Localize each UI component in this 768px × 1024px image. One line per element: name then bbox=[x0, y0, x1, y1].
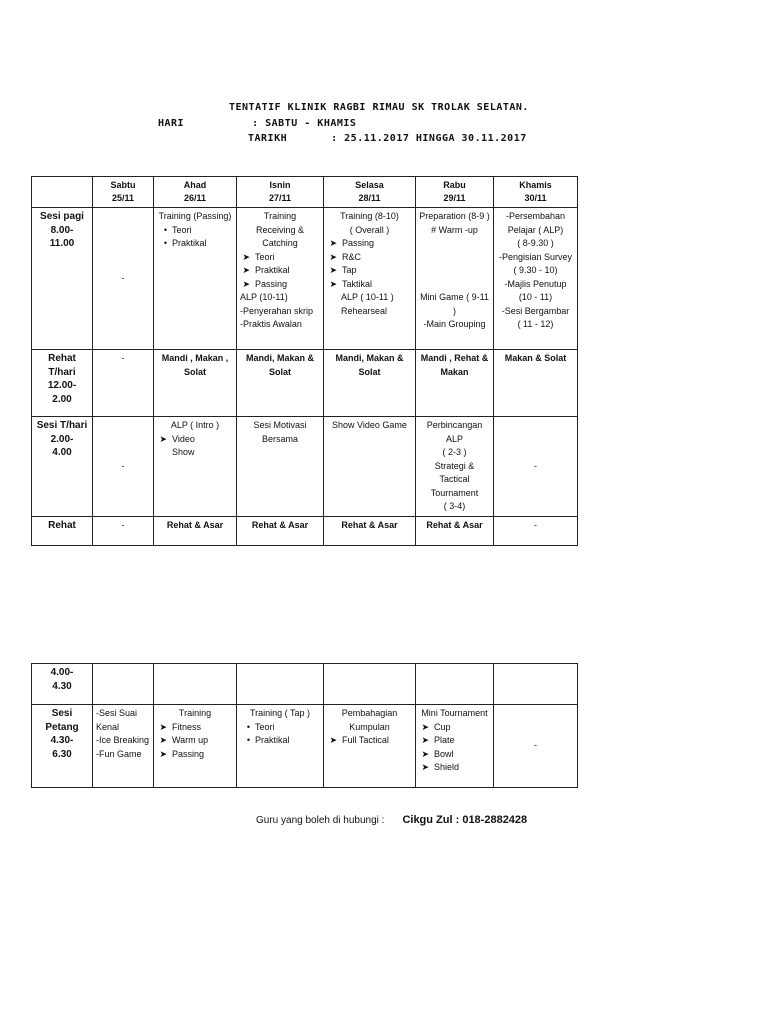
cell-khamis-sesi-th: - bbox=[494, 417, 578, 517]
table-row bbox=[32, 705, 578, 788]
cell-selasa-rehat-th: Mandi, Makan & Solat bbox=[324, 350, 416, 417]
list-item: ➤ Shield bbox=[419, 761, 490, 775]
row-label-rehat-tengahari: Rehat T/hari 12.00- 2.00 bbox=[32, 350, 93, 417]
list-item: ➤ Passing bbox=[240, 278, 320, 292]
arrow-bullet-icon: ➤ bbox=[421, 762, 429, 772]
arrow-bullet-icon: ➤ bbox=[159, 433, 167, 444]
list-item: ➤ Praktikal bbox=[240, 264, 320, 278]
cell-ahad-430 bbox=[154, 664, 237, 705]
cell-isnin-petang: Training ( Tap ) • Teori • Praktikal bbox=[237, 705, 324, 788]
cell-sabtu-petang: -Sesi Suai Kenal -Ice Breaking -Fun Game bbox=[93, 705, 154, 788]
arrow-bullet-icon: ➤ bbox=[329, 735, 337, 745]
cell-rabu-rehat-th: Mandi , Rehat & Makan bbox=[416, 350, 494, 417]
cell-isnin-sesi-th: Sesi Motivasi Bersama bbox=[237, 417, 324, 517]
row-label-sesi-petang: Sesi Petang 4.30- 6.30 bbox=[32, 705, 93, 788]
tarikh-value: : 25.11.2017 HINGGA 30.11.2017 bbox=[331, 133, 527, 144]
list-item: ➤ Full Tactical bbox=[327, 734, 412, 748]
bullet-dot-icon: • bbox=[246, 735, 250, 745]
arrow-bullet-icon: ➤ bbox=[329, 278, 337, 289]
row-label-sesi-tengahari: Sesi T/hari 2.00- 4.00 bbox=[32, 417, 93, 517]
cell-ahad-sesi-th: ALP ( Intro ) ➤ Video Show bbox=[154, 417, 237, 517]
list-item: • Praktikal bbox=[240, 734, 320, 748]
row-label-sesi-pagi: Sesi pagi 8.00- 11.00 bbox=[32, 208, 93, 350]
cell-sabtu-rehat-th: - bbox=[93, 350, 154, 417]
arrow-bullet-icon: ➤ bbox=[242, 265, 250, 275]
cell-ahad-rehat-th: Mandi , Makan , Solat bbox=[154, 350, 237, 417]
schedule-table-bottom bbox=[31, 663, 578, 788]
document-title: TENTATIF KLINIK RAGBI RIMAU SK TROLAK SELATAN. bbox=[229, 102, 529, 113]
row-label-430: 4.00- 4.30 bbox=[32, 664, 93, 705]
table-row bbox=[32, 350, 578, 417]
cell-isnin-rehat: Rehat & Asar bbox=[237, 516, 324, 545]
cell-isnin-430 bbox=[237, 664, 324, 705]
cell-khamis-pagi: -Persembahan Pelajar ( ALP) ( 8-9.30 ) -Pengisian Survey ( 9.30 - 10) -Majlis Penutup (10 - 11) -Sesi Bergambar ( 11 - 12) bbox=[494, 208, 578, 350]
day-header-isnin: Isnin 27/11 bbox=[237, 177, 324, 208]
tarikh-label: TARIKH bbox=[248, 133, 288, 144]
day-header-sabtu: Sabtu 25/11 bbox=[93, 177, 154, 208]
table-row bbox=[32, 516, 578, 545]
arrow-bullet-icon: ➤ bbox=[421, 735, 429, 745]
list-item: ➤ Passing bbox=[327, 237, 412, 251]
list-item: ➤ Video bbox=[157, 433, 233, 447]
day-header-rabu: Rabu 29/11 bbox=[416, 177, 494, 208]
cell-isnin-pagi: Training Receiving & Catching ➤ Teori ➤ Praktikal ➤ Passing ALP (10-11) -Penyerahan skrip -Praktis Awalan bbox=[237, 208, 324, 350]
cell-sabtu-pagi: - bbox=[93, 208, 154, 350]
list-item: ➤ Taktikal bbox=[327, 278, 412, 292]
bullet-dot-icon: • bbox=[163, 238, 167, 248]
cell-rabu-rehat: Rehat & Asar bbox=[416, 516, 494, 545]
bullet-dot-icon: • bbox=[246, 721, 250, 732]
list-item: ➤ Passing bbox=[157, 748, 233, 762]
contact-label: Guru yang boleh di hubungi : bbox=[256, 815, 385, 826]
cell-khamis-rehat: - bbox=[494, 516, 578, 545]
list-item: • Teori bbox=[240, 721, 320, 735]
arrow-bullet-icon: ➤ bbox=[159, 735, 167, 745]
list-item: ➤ Plate bbox=[419, 734, 490, 748]
cell-sabtu-430 bbox=[93, 664, 154, 705]
cell-rabu-sesi-th: Perbincangan ALP ( 2-3 ) Strategi & Tactical Tournament ( 3-4) bbox=[416, 417, 494, 517]
cell-khamis-rehat-th: Makan & Solat bbox=[494, 350, 578, 417]
cell-selasa-rehat: Rehat & Asar bbox=[324, 516, 416, 545]
arrow-bullet-icon: ➤ bbox=[421, 748, 429, 759]
table-row bbox=[32, 208, 578, 350]
table-header-row bbox=[32, 177, 578, 208]
list-item: ➤ Bowl bbox=[419, 748, 490, 762]
cell-isnin-rehat-th: Mandi, Makan & Solat bbox=[237, 350, 324, 417]
cell-rabu-petang: Mini Tournament ➤ Cup ➤ Plate ➤ Bowl ➤ Shield bbox=[416, 705, 494, 788]
hari-line bbox=[158, 118, 356, 129]
cell-selasa-sesi-th: Show Video Game bbox=[324, 417, 416, 517]
list-item: ➤ Teori bbox=[240, 251, 320, 265]
list-item: ➤ Tap bbox=[327, 264, 412, 278]
row-label-rehat: Rehat bbox=[32, 516, 93, 545]
arrow-bullet-icon: ➤ bbox=[242, 251, 250, 262]
bullet-dot-icon: • bbox=[163, 224, 167, 235]
list-item: • Praktikal bbox=[157, 237, 233, 251]
tarikh-line bbox=[248, 133, 527, 144]
arrow-bullet-icon: ➤ bbox=[159, 748, 167, 759]
corner-cell bbox=[32, 177, 93, 208]
arrow-bullet-icon: ➤ bbox=[329, 238, 337, 248]
list-item: ➤ Cup bbox=[419, 721, 490, 735]
cell-selasa-430 bbox=[324, 664, 416, 705]
arrow-bullet-icon: ➤ bbox=[329, 251, 337, 262]
day-header-ahad: Ahad 26/11 bbox=[154, 177, 237, 208]
hari-value: : SABTU - KHAMIS bbox=[252, 118, 357, 129]
list-item: ➤ Warm up bbox=[157, 734, 233, 748]
list-item: ➤ R&C bbox=[327, 251, 412, 265]
table-row bbox=[32, 417, 578, 517]
cell-khamis-petang: - bbox=[494, 705, 578, 788]
arrow-bullet-icon: ➤ bbox=[242, 278, 250, 289]
arrow-bullet-icon: ➤ bbox=[421, 721, 429, 732]
cell-rabu-430 bbox=[416, 664, 494, 705]
cell-sabtu-rehat: - bbox=[93, 516, 154, 545]
contact-name-phone: Cikgu Zul : 018-2882428 bbox=[402, 814, 528, 826]
list-item: • Teori bbox=[157, 224, 233, 238]
day-header-khamis: Khamis 30/11 bbox=[494, 177, 578, 208]
cell-khamis-430 bbox=[494, 664, 578, 705]
arrow-bullet-icon: ➤ bbox=[159, 721, 167, 732]
day-header-selasa: Selasa 28/11 bbox=[324, 177, 416, 208]
contact-line bbox=[256, 814, 527, 826]
hari-label: HARI bbox=[158, 118, 185, 129]
cell-ahad-pagi: Training (Passing) • Teori • Praktikal bbox=[154, 208, 237, 350]
arrow-bullet-icon: ➤ bbox=[329, 265, 337, 275]
cell-ahad-rehat: Rehat & Asar bbox=[154, 516, 237, 545]
cell-selasa-petang: Pembahagian Kumpulan ➤ Full Tactical bbox=[324, 705, 416, 788]
table-row bbox=[32, 664, 578, 705]
schedule-table-top bbox=[31, 176, 578, 546]
cell-sabtu-sesi-th: - bbox=[93, 417, 154, 517]
list-item: ➤ Fitness bbox=[157, 721, 233, 735]
cell-selasa-pagi: Training (8-10) ( Overall ) ➤ Passing ➤ R&C ➤ Tap ➤ Taktikal ALP ( 10-11 ) Rehearseal bbox=[324, 208, 416, 350]
cell-ahad-petang: Training ➤ Fitness ➤ Warm up ➤ Passing bbox=[154, 705, 237, 788]
cell-rabu-pagi: Preparation (8-9 ) # Warm -up Mini Game ( 9-11 ) -Main Grouping bbox=[416, 208, 494, 350]
